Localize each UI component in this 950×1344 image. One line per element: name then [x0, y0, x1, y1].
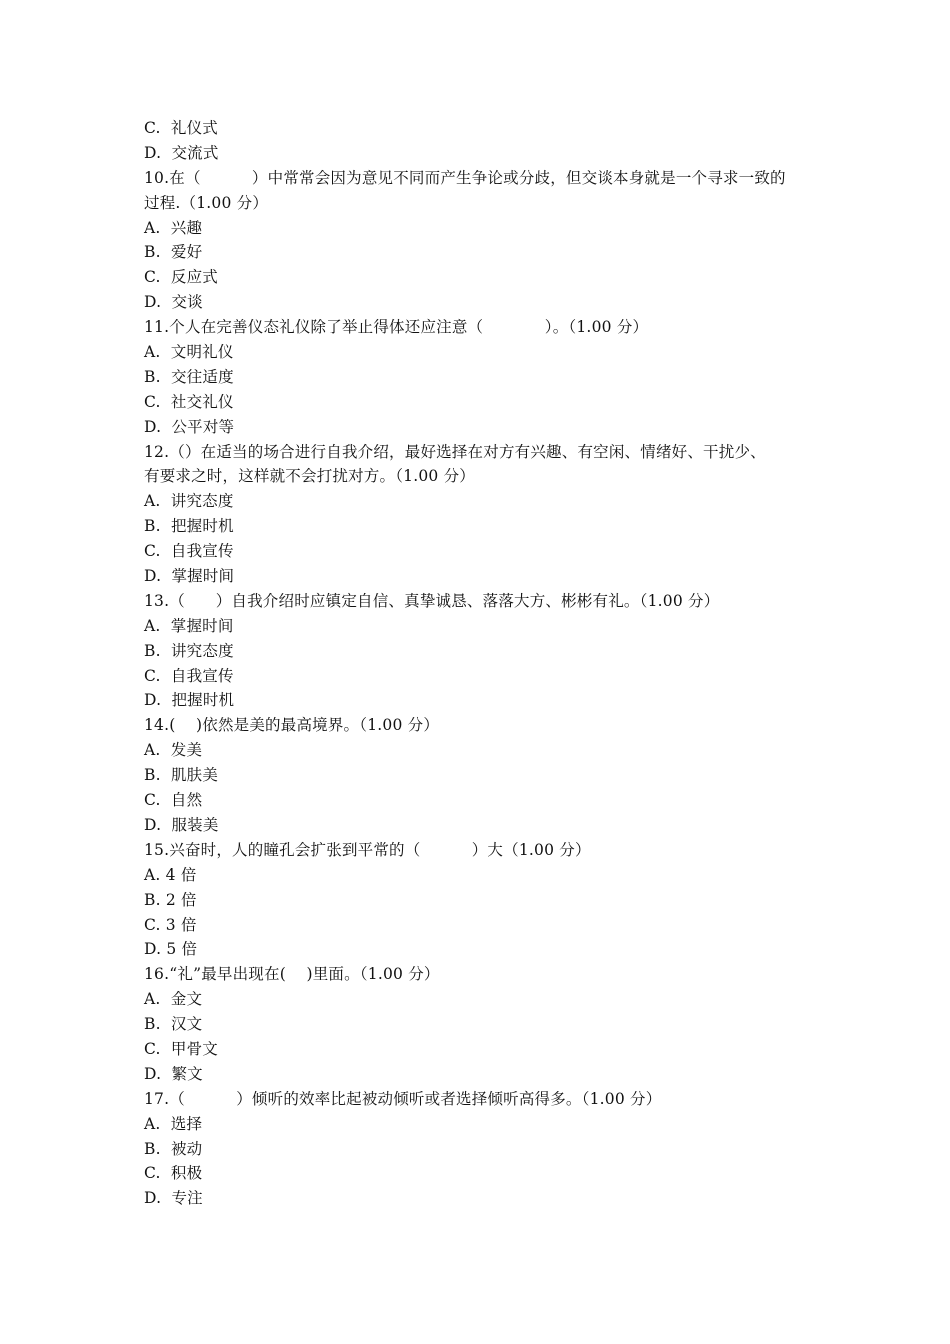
question-17-option-a: A. 选择 — [144, 1114, 203, 1133]
question-10-option-a: A. 兴趣 — [144, 218, 203, 237]
question-14-text: 14.( )依然是美的最高境界。（1.00 分） — [144, 716, 440, 735]
question-10-option-c: C. 反应式 — [144, 268, 218, 287]
question-10-text: 10.在（ ）中常常会因为意见不同而产生争论或分歧，但交谈本身就是一个寻求一致的 — [144, 168, 786, 187]
question-15-text: 15.兴奋时，人的瞳孔会扩张到平常的（ ）大（1.00 分） — [144, 840, 591, 859]
question-16-option-d: D. 繁文 — [144, 1064, 203, 1083]
question-12-continuation: 有要求之时，这样就不会打扰对方。（1.00 分） — [144, 467, 475, 486]
document-page — [144, 116, 824, 1211]
question-17-text: 17.（ ）倾听的效率比起被动倾听或者选择倾听高得多。（1.00 分） — [144, 1089, 662, 1108]
question-11-option-d: D. 公平对等 — [144, 417, 235, 436]
question-15-option-c: C. 3 倍 — [144, 915, 197, 934]
question-15-option-d: D. 5 倍 — [144, 940, 198, 959]
question-12-option-a: A. 讲究态度 — [144, 492, 234, 511]
question-12-text: 12.（）在适当的场合进行自我介绍，最好选择在对方有兴趣、有空闲、情绪好、干扰少、 — [144, 442, 766, 461]
question-10-option-d: D. 交谈 — [144, 293, 203, 312]
question-13-option-c: C. 自我宣传 — [144, 666, 234, 685]
question-13-option-a: A. 掌握时间 — [144, 616, 234, 635]
question-10-continuation: 过程.（1.00 分） — [144, 193, 269, 212]
question-11-text: 11.个人在完善仪态礼仪除了举止得体还应注意（ ）。（1.00 分） — [144, 318, 649, 337]
question-13-text: 13.（ ）自我介绍时应镇定自信、真挚诚恳、落落大方、彬彬有礼。（1.00 分） — [144, 591, 720, 610]
option-c-text: C. 礼仪式 — [144, 119, 218, 137]
question-12-option-b: B. 把握时机 — [144, 517, 234, 536]
question-14-option-b: B. 肌肤美 — [144, 766, 219, 785]
option-d-text: D. 交流式 — [144, 143, 219, 162]
question-17-option-d: D. 专注 — [144, 1189, 203, 1208]
question-17-option-c: C. 积极 — [144, 1164, 203, 1183]
question-14-option-d: D. 服装美 — [144, 815, 219, 834]
question-10-option-b: B. 爱好 — [144, 243, 203, 262]
question-15-option-b: B. 2 倍 — [144, 890, 197, 909]
question-12-option-d: D. 掌握时间 — [144, 567, 235, 586]
question-13-option-d: D. 把握时机 — [144, 691, 235, 710]
question-12-option-c: C. 自我宣传 — [144, 542, 234, 561]
question-15-option-a: A. 4 倍 — [144, 865, 197, 884]
question-14-option-a: A. 发美 — [144, 741, 203, 760]
question-11-option-b: B. 交往适度 — [144, 367, 234, 386]
question-16-text: 16.“礼”最早出现在( )里面。（1.00 分） — [144, 965, 440, 984]
question-16-option-c: C. 甲骨文 — [144, 1039, 218, 1058]
question-14-option-c: C. 自然 — [144, 791, 203, 810]
question-17-option-b: B. 被动 — [144, 1139, 203, 1158]
question-11-option-c: C. 社交礼仪 — [144, 392, 234, 411]
question-16-option-b: B. 汉文 — [144, 1015, 203, 1034]
question-11-option-a: A. 文明礼仪 — [144, 343, 234, 362]
question-13-option-b: B. 讲究态度 — [144, 641, 234, 660]
question-16-option-a: A. 金文 — [144, 990, 203, 1009]
